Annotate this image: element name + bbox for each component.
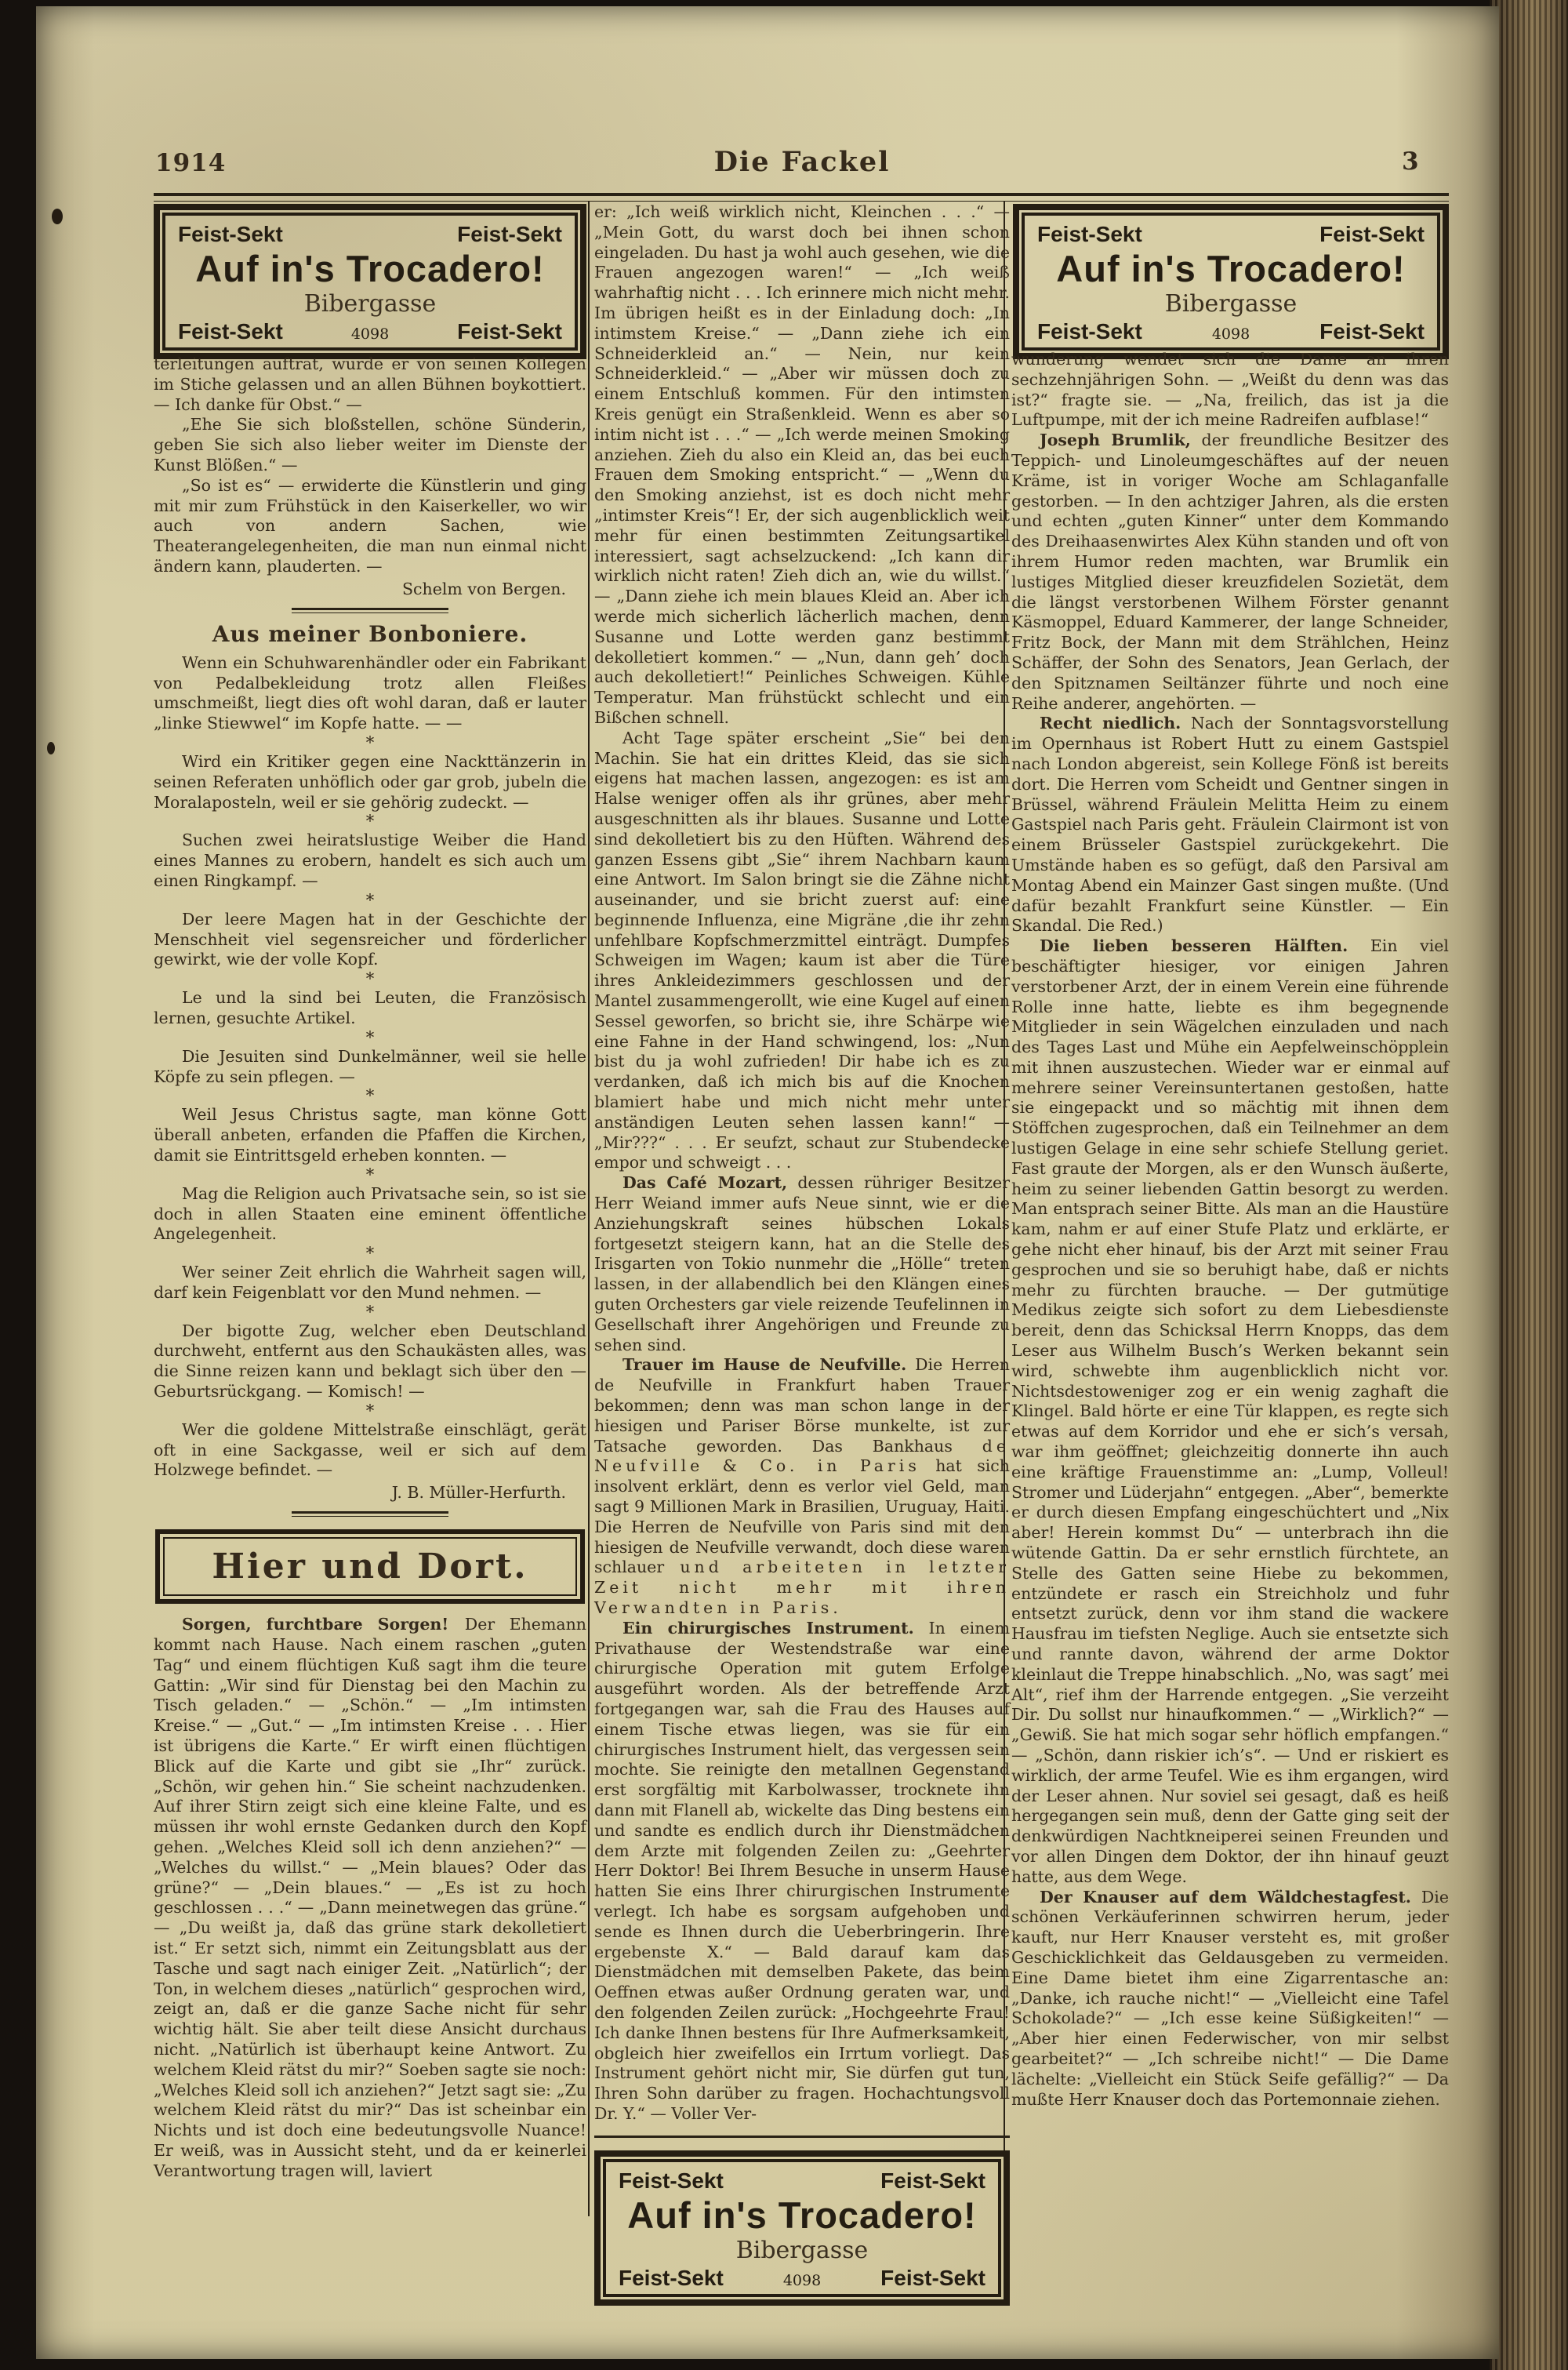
- aphorism: Le und la sind bei Leuten, die Französisch lernen, gesuchte Artikel.: [154, 988, 586, 1027]
- asterisk-divider: *: [365, 1244, 375, 1263]
- newspaper-page: [36, 6, 1499, 2359]
- paragraph: „So ist es“ — erwiderte die Künstlerin und ging mit mir zum Frühstück in den Kaiserkeller, wo wir auch von andern Sachen, wie Theaterangelegenheiten, die man nun einmal nicht ändern kann, plauderten. —: [154, 475, 586, 576]
- ad-brand-label: Feist-Sekt: [1037, 319, 1142, 344]
- ad-brand-label: Feist-Sekt: [880, 2168, 985, 2193]
- ad-brand-label: Feist-Sekt: [619, 2265, 724, 2290]
- ad-headline: Auf in's Trocadero!: [195, 248, 545, 289]
- paragraph-lead: Sorgen, furchtbare Sorgen!: [182, 1615, 449, 1634]
- ad-brand-row: [178, 319, 562, 344]
- paragraph: [1011, 936, 1449, 1887]
- paragraph: [594, 1355, 1010, 1618]
- section-title-hier-und-dort: Hier und Dort.: [212, 1547, 528, 1587]
- aphorism: Der bigotte Zug, welcher eben Deutschland durchweht, entfernt aus den Schaukästen alles, was die Sinne reizen kann und beklagt sich über den — Geburtsrückgang. — Komisch! —: [154, 1321, 586, 1401]
- ad-number: 4098: [350, 325, 390, 343]
- aphorism: Wenn ein Schuhwarenhändler oder ein Fabrikant von Pedalbekleidung trotz allen Fleißes umschmeißt, liegt dies oft wohl daran, daß er lauter „linke Stiewwel“ im Kopfe hatte. — —: [154, 652, 586, 733]
- aphorism: Wer seiner Zeit ehrlich die Wahrheit sagen will, darf kein Feigenblatt vor den Mund nehmen. —: [154, 1263, 586, 1302]
- asterisk-divider: *: [365, 1401, 375, 1420]
- header-rule: [154, 193, 1449, 202]
- trocadero-ad-top-left: [154, 204, 586, 359]
- paragraph-text: Der Ehemann kommt nach Hause. Nach einem raschen „guten Tag“ und einem flüchtigen Kuß sagt ihm die teure Gattin: „Wir sind für Dienstag bei den Machin zu Tisch geladen.“ — „Schön.“ — „Im intimsten Kreise.“ — „Gut.“ — „Im intimsten Kreise . . . Hier ist übrigens die Karte.“ Er wirft einen flüchtigen Blick auf die Karte und gibt sie „Ihr“ zurück. „Schön, wir gehen hin.“ Sie scheint nachzudenken. Auf ihrer Stirn zeigt sich eine kleine Falte, und es müssen ihr wohl ernste Gedanken durch den Kopf gehen. „Welches Kleid soll ich denn anziehen?“ — „Welches du willst.“ — „Mein blaues? Oder das grüne?“ — „Dein blaues.“ — „Es ist zu hoch geschlossen . . .“ — „Dann meinetwegen das grüne.“ — „Du weißt ja, daß das grüne stark dekolletiert ist.“ Er setzt sich, nimmt ein Zeitungsblatt aus der Tasche und sagt nach einiger Zeit. „Natürlich“; der Ton, in welchem dieses „natürlich“ gesprochen wird, zeigt an, daß er die ganze Sache nicht für sehr wichtig hält. Sie aber teilt diese Ansicht durchaus nicht. „Natürlich ist überhaupt keine Antwort. Zu welchem Kleid rätst du mir?“ Soeben sagte sie noch: „Welches Kleid soll ich anziehen?“ Jetzt sagt sie: „Zu welchem Kleid rätst du mir?“ Das ist scheinbar ein Nichts und ist doch eine bedeutungsvolle Nuance! Er weiß, was in Aussicht steht, und da er keinerlei Verantwortung tragen will, laviert: [154, 1615, 587, 2180]
- book-page-edges: [1490, 0, 1568, 2370]
- column-end-rule: [594, 2136, 1010, 2138]
- paragraph-lead: Ein chirurgisches Instrument.: [622, 1618, 914, 1638]
- ad-brand-label: Feist-Sekt: [619, 2168, 724, 2193]
- paragraph: „Ehe Sie sich bloßstellen, schöne Sünderin, geben Sie sich also lieber weiter im Dienste der Kunst Blößen.“ —: [154, 415, 586, 474]
- masthead-title: Die Fackel: [713, 146, 891, 178]
- ad-number: 4098: [782, 2271, 822, 2289]
- paragraph: terleitungen auftrat, wurde er von seinen Kollegen im Stiche gelassen und an allen Bühnen boykottiert. — Ich danke für Obst.“ —: [154, 354, 586, 414]
- asterisk-divider: *: [365, 1027, 375, 1047]
- paragraph: [594, 1173, 1010, 1355]
- asterisk-divider: *: [365, 1086, 375, 1106]
- paragraph-lead: Das Café Mozart,: [622, 1173, 788, 1193]
- paragraph-text: Ein viel beschäftigter hiesiger, vor einigen Jahren verstorbener Arzt, der in einem Verein eine führende Rolle inne hatte, liebte es ihm begegnende Mitglieder in sein Wägelchen einzuladen und nach des Tages Last und Mühe ein Aepfelweinschöpplein mit ihnen auszustechen. Wieder war er einmal auf mehrere seiner Vereinsuntertanen gestoßen, hatte sie eingepackt und so mächtig mit ihnen dem Stöffchen zugesprochen, daß ein Teilnehmer an dem lustigen Gelage in eine sehr schiefe Stellung geriet. Fast graute der Morgen, als er den Wunsch äußerte, heim zu seiner liebenden Gattin besorgt zu werden. Man entsprach seiner Bitte. Als man an die Haustüre kam, nahm er auf einer Stufe Platz und erklärte, er gehe nicht eher hinauf, bis der Arzt mit seiner Frau gesprochen und sie so beruhigt habe, daß er nichts mehr zu fürchten brauche. — Der gutmütige Medikus zeigte sich sofort zu dem Liebesdienste bereit, denn das Schicksal Herrn Knopps, das dem Leser aus Wilhelm Busch’s Werken bekannt sein wird, schwebte ihm augenblicklich nicht vor. Nichtsdestoweniger zog er ein wenig zaghaft die Klingel. Bald hörte er eine Tür klappen, es regte sich etwas auf dem Korridor und ehe er sich’s versah, war ihm geöffnet; gleichzeitig donnerte ihn auch eine kräftige Frauenstimme an: „Lump, Volleul! Stromer und Lüderjahn“ entgegen. „Aber“, bemerkte er durch diesen Empfang eingeschüchtert und „Nix aber! Herein kommst Du“ — unterbrach ihn die wütende Gattin. Da er sehr ernstlich fürchtete, an Stelle des Gatten seine Hiebe zu bekommen, entzündete er rasch ein Streichholz und fuhr entsetzt zurück, denn vor ihm stand die wackere Hausfrau im tiefsten Neglige. Auch sie entsetzte sich und rannte davon, während der arme Doktor kleinlaut die Treppe hinabschlich. „No, was sagt’ mei Alt“, rief ihm der Harrende entgegen. „Sie verzeiht Dir. Du sollst nur hinaufkommen.“ — „Wirklich?“ — „Gewiß. Sie hat mich sogar sehr höflich empfangen.“ — „Schön, dann riskier ich’s“. — Und er riskiert es wirklich, der arme Teufel. Wie es ihm ergangen, wird der Leser ahnen. Nur soviel sei gesagt, daß es heiß hergegangen sein muß, denn der Gatte ging seit der denkwürdigen Nachtkneiperei seinen Freunden und vor allen Dingen dem Doktor, der ihn hinauf geuzt hatte, aus dem Wege.: [1011, 936, 1449, 1886]
- ad-brand-row: [178, 222, 562, 247]
- paragraph-lead: Trauer im Hause de Neufville.: [622, 1355, 907, 1375]
- asterisk-divider: *: [365, 890, 375, 910]
- section-separator: [292, 1511, 448, 1517]
- paragraph-text: In einem Privathause der Westendstraße war eine chirurgische Operation mit gutem Erfolge ausgeführt worden. Als der betreffende Arzt fortgegangen war, sah die Frau des Hauses auf einem Tische etwas liegen, was sie für ein chirurgisches Instrument hielt, das vergessen sein mochte. Sie reinigte den metallnen Gegenstand erst sorgfältig mit Karbolwasser, trocknete ihn dann mit Flanell ab, wickelte das Ding bestens ein und sandte es endlich durch ihr Dienstmädchen dem Arzte mit folgenden Zeilen zu: „Geehrter Herr Doktor! Bei Ihrem Besuche in unserm Hause hatten Sie eins Ihrer chirurgischen Instrumente verlegt. Ich habe es sorgsam aufgehoben und sende es Ihnen durch die Ueberbringerin. Ihre ergebenste X.“ — Bald darauf kam das Dienstmädchen mit demselben Pakete, das beim Oeffnen etwas außer Ordnung geraten war, und den folgenden Zeilen zurück: „Hochgeehrte Frau! Ich danke Ihnen bestens für Ihre Aufmerksamkeit, obgleich hier zweifellos ein Irrtum vorliegt. Das Instrument gehört nicht mir, Sie dürfen gut tun, Ihren Sohn darüber zu fragen. Hochachtungsvoll Dr. Y.“ — Voller Ver-: [594, 1618, 1011, 2123]
- column-middle: [594, 202, 1011, 2290]
- ink-blot: [52, 209, 63, 224]
- column-divider-left: [588, 201, 590, 2216]
- column-right: [1011, 350, 1449, 2224]
- aphorism: Wer die goldene Mittelstraße einschlägt, gerät oft in eine Sackgasse, weil er sich auf dem Holzwege befindet. —: [154, 1419, 586, 1480]
- ad-frame: [603, 2159, 1001, 2297]
- letter-spaced-text: und arbeiteten in letzter Zeit nicht mehr mit ihren Verwandten in Paris.: [594, 1558, 1011, 1617]
- ad-brand-row: [1037, 319, 1425, 344]
- ad-frame: [162, 213, 578, 351]
- trocadero-ad-bottom: [594, 2150, 1010, 2306]
- aphorism: Suchen zwei heiratslustige Weiber die Hand eines Mannes zu erobern, handelt es sich auch um einen Ringkampf. —: [154, 831, 586, 890]
- ad-brand-label: Feist-Sekt: [1037, 222, 1142, 246]
- ad-brand-label: Feist-Sekt: [457, 222, 562, 246]
- section-box-hier-und-dort: [155, 1529, 585, 1604]
- ad-address: Bibergasse: [735, 2236, 869, 2264]
- ad-brand-row: [619, 2266, 985, 2291]
- ad-brand-label: Feist-Sekt: [457, 319, 562, 344]
- ad-brand-label: Feist-Sekt: [1319, 319, 1425, 344]
- ad-brand-label: Feist-Sekt: [178, 222, 283, 246]
- ad-brand-label: Feist-Sekt: [178, 319, 283, 344]
- paragraph-text: hat sich insolvent erklärt, denn es verlor viel Geld, man sagt 9 Millionen Mark in Brasilien, Uruguay, Haiti. Die Herren de Neufville von Paris sind mit den hiesigen de Neufville verwandt, doch diese waren schlauer: [594, 1456, 1010, 1577]
- author-signature: J. B. Müller-Herfurth.: [391, 1483, 566, 1503]
- page-number: 3: [1402, 147, 1419, 176]
- author-signature: Schelm von Bergen.: [402, 579, 566, 598]
- paragraph: [1011, 1888, 1449, 2110]
- paragraph-lead: Recht niedlich.: [1040, 714, 1181, 733]
- paragraph: [1011, 431, 1449, 714]
- ad-brand-label: Feist-Sekt: [880, 2265, 985, 2290]
- ad-frame: [1022, 213, 1440, 351]
- asterisk-divider: *: [365, 1165, 375, 1184]
- paragraph-text: der freundliche Besitzer des Teppich- und Linoleumgeschäftes auf der neuen Kräme, ist in voriger Woche am Schlaganfalle gestorben. — In den achtziger Jahren, als die ersten und echten „guten Kinner“ unter dem Kommando des Dreihaasenwirtes Alex Kühn standen und oft von ihrem Humor reden machten, war Brumlik ein lustiges Mitglied dieser kreuzfidelen Sozietät, dem die längst verstorbenen Wilhem Förster genannt Käsmoppel, Eduard Kammerer, der lange Schneider, Fritz Bock, der Mann mit dem Strählchen, Heinz Schäffer, der Sohn des Senators, Jean Gerlach, der den Spitznamen Seiltänzer führte und noch eine Reihe anderer, angehörten. —: [1011, 431, 1449, 713]
- paragraph-text: Nach der Sonntagsvorstellung im Opernhaus ist Robert Hutt zu einem Gastspiel nach London abgereist, sein Kollege Fönß ist bereits dort. Die Herren vom Scheidt und Gentner singen in Brüssel, während Fräulein Melitta Heim zu einem Gastspiel nach Paris geht. Fräulein Clairmont ist von einem Brüsseler Gastspiel zurückgekehrt. Die Umstände haben es so gefügt, daß den Parsival am Montag Abend ein Mainzer Gast singen mußte. (Und dafür bezahlt Frankfurt seine Künstler. — Ein Skandal. Die Red.): [1011, 714, 1449, 936]
- aphorism: Die Jesuiten sind Dunkelmänner, weil sie helle Köpfe zu sein pflegen. —: [154, 1046, 586, 1086]
- ad-address: Bibergasse: [1164, 290, 1298, 318]
- paragraph-text: Die Herren de Neufville in Frankfurt haben Trauer bekommen; denn was man schon lange in der hiesigen und Pariser Börse munkelte, ist zur Tatsache geworden. Das Bankhaus: [594, 1355, 1010, 1456]
- asterisk-divider: *: [365, 969, 375, 989]
- ad-number: 4098: [1211, 325, 1250, 343]
- ad-address: Bibergasse: [303, 290, 437, 318]
- asterisk-divider: *: [365, 812, 375, 831]
- trocadero-ad-top-right: [1013, 204, 1449, 359]
- paragraph-lead: Der Knauser auf dem Wäldchestagfest.: [1040, 1887, 1411, 1907]
- asterisk-divider: *: [365, 732, 375, 752]
- aphorism: Weil Jesus Christus sagte, man könne Gott überall anbeten, erfanden die Pfaffen die Kirchen, damit sie Eintrittsgeld erheben konnten. —: [154, 1105, 586, 1165]
- ad-brand-label: Feist-Sekt: [1319, 222, 1425, 246]
- ad-brand-row: [619, 2168, 985, 2194]
- ad-headline: Auf in's Trocadero!: [627, 2194, 977, 2236]
- letter-spaced-text: de Neufville & Co. in Paris: [594, 1436, 1010, 1476]
- aphorism: Der leere Magen hat in der Geschichte der Menschheit viel segensreicher und förderlicher gewirkt, wie der volle Kopf.: [154, 909, 586, 969]
- paragraph: wunderung wendet sich die Dame an ihren sechzehnjährigen Sohn. — „Weißt du denn was das ist?“ fragte sie. — „Na, freilich, das ist ja die Luftpumpe, mit der ich meine Radreifen aufblase!“: [1011, 350, 1449, 430]
- ad-brand-row: [1037, 222, 1425, 247]
- ink-blot: [47, 742, 55, 754]
- paragraph: Acht Tage später erscheint „Sie“ bei den Machin. Sie hat ein drittes Kleid, das sie sich eigens hat machen lassen, angezogen: es ist am Halse weniger offen als ihr grünes, aber mehr ausgeschnitten als ihr blaues. Susanne und Lotte sind dekolletiert bis zu den Hüften. Während des ganzen Essens gibt „Sie“ ihrem Nachbarn kaum eine Antwort. Im Salon bringt sie die Zähne nicht auseinander, und sie bricht zuerst auf: eine beginnende Influenza, eine Migräne ,die ihr zehn unfehlbare Kopfschmerzmittel einträgt. Dumpfes Schweigen im Wagen; kaum ist aber die Türe ihres Ankleidezimmers geschlossen und der Mantel zusammengerollt, wie eine Kugel auf einen Sessel geworfen, so bricht sie, ihre Schärpe wie eine Fahne in der Hand schwingend, los: „Nun bist du ja wohl zufrieden! Dir habe ich es zu verdanken, daß ich mich bis auf die Knochen blamiert habe und mich nicht mehr unter anständigen Leuten sehen lassen kann!“ — „Mir???“ . . . Er seufzt, schaut zur Stubendecke empor und schweigt . . .: [594, 728, 1010, 1172]
- column-left: [154, 354, 586, 2221]
- aphorism: Mag die Religion auch Privatsache sein, so ist sie doch in allen Staaten eine eminent öffentliche Angelegenheit.: [154, 1183, 586, 1244]
- page-year: 1914: [155, 149, 227, 177]
- asterisk-divider: *: [365, 1302, 375, 1321]
- paragraph-lead: Die lieben besseren Hälften.: [1040, 936, 1348, 956]
- aphorism: Wird ein Kritiker gegen eine Nackttänzerin in seinen Referaten unhöflich oder gar grob, jubeln die Moralaposteln, weil er sie gehörig zudeckt. —: [154, 751, 586, 812]
- paragraph: [154, 1615, 586, 2181]
- paragraph: [1011, 714, 1449, 936]
- paragraph-text: dessen rühriger Besitzer Herr Weiand immer aufs Neue sinnt, wie er die Anziehungskraft seines hübschen Lokals fortgesetzt steigern kann, hat an die Stelle des Irisgarten von Tokio nunmehr die „Hölle“ treten lassen, in der allabendlich bei den Klängen eines guten Orchesters gar viele reizende Teufelinnen in Gesellschaft ihrer Angehörigen und Freunde zu sehen sind.: [594, 1173, 1010, 1354]
- paragraph-lead: Joseph Brumlik,: [1040, 431, 1191, 450]
- paragraph-text: Die schönen Verkäuferinnen schwirren herum, jeder kauft, nur Herr Knauser versteht es, mit großer Geschicklichkeit das Geldausgeben zu vermeiden. Eine Dame bietet ihm eine Zigarrentasche an: „Danke, ich rauche nicht!“ — „Vielleicht eine Tafel Schokolade?“ — „Ich esse keine Süßigkeiten!“ — „Aber hier einen Federwischer, von mir selbst gearbeitet?“ — „Ich schreibe nicht!“ — Die Dame lächelte: „Vielleicht ein Stück Seife gefällig?“ — Da mußte Herr Knauser doch das Portemonnaie ziehen.: [1011, 1887, 1449, 2109]
- section-separator: [292, 608, 448, 613]
- ad-headline: Auf in's Trocadero!: [1056, 248, 1406, 289]
- section-title-bonboniere: Aus meiner Bonboniere.: [212, 620, 528, 647]
- paragraph: er: „Ich weiß wirklich nicht, Kleinchen . . .“ — „Mein Gott, du warst doch bei ihnen schon eingeladen. Du hast ja wohl auch gesehen, wie die Frauen angezogen waren!“ — „Ich weiß wahrhaftig nicht . . . Ich erinnere mich nicht mehr. Im übrigen heißt es in der Einladung doch: „In intimstem Kreise.“ — „Dann ziehe ich ein Schneiderkleid an.“ — Nein, nur kein Schneiderkleid.“ — „Aber wir müssen doch zu einem Entschluß kommen. Für den intimsten Kreis genügt ein Straßenkleid. Wenn es aber so intim nicht ist . . .“ — „Ich werde meinen Smoking anziehen. Zieh du also ein Kleid an, das bei euch Frauen dem Smoking entspricht.“ — „Wenn du den Smoking anziehst, ist es doch nicht mehr „intimster Kreis“! Er, der sich augenblicklich weit mehr für einen bestimmten Zeitungsartikel interessiert, sagt achselzuckend: „Ich kann dir wirklich nicht raten! Zieh dich an, wie du willst.“ — „Dann ziehe ich mein blaues Kleid an. Aber ich werde mich sicherlich lächerlich machen, denn Susanne und Lotte werden ganz bestimmt dekolletiert kommen.“ — „Nun, dann geh’ doch auch dekolletiert!“ Peinliches Schweigen. Kühle Temperatur. Man frühstückt schlecht und ein Bißchen schnell.: [594, 202, 1010, 727]
- paragraph: [594, 1619, 1010, 2125]
